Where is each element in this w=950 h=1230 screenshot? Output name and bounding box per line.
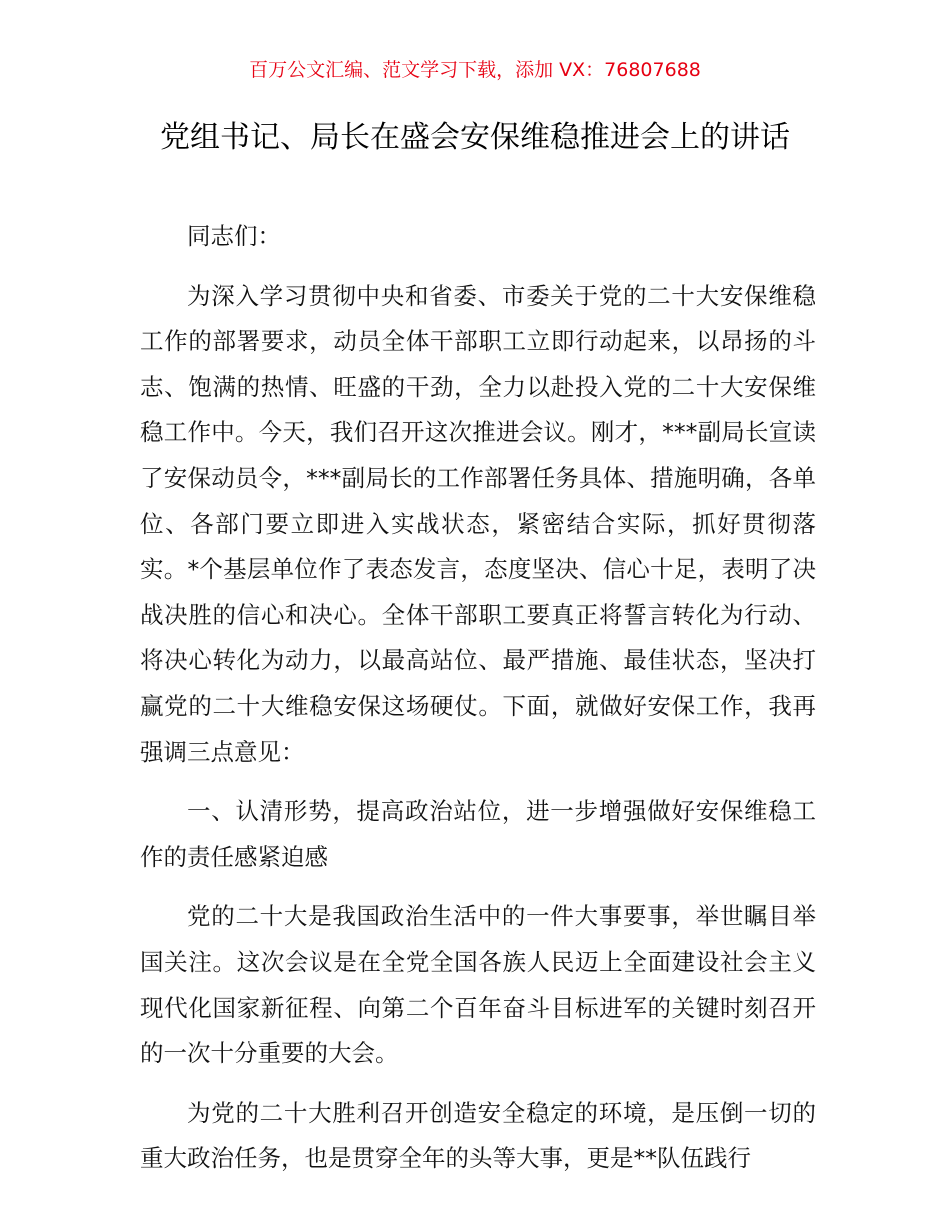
document-body <box>140 214 816 1186</box>
document-title: 党组书记、局长在盛会安保维稳推进会上的讲话 <box>160 120 790 155</box>
salutation: 同志们： <box>187 222 281 250</box>
section-heading-1: 一、认清形势，提高政治站位，进一步增强做好安保维稳工作的责任感紧迫感 <box>140 797 816 871</box>
paragraph-intro: 为深入学习贯彻中央和省委、市委关于党的二十大安保维稳工作的部署要求，动员全体干部职工立即行动起来，以昂扬的斗志、饱满的热情、旺盛的干劲，全力以赴投入党的二十大安保维稳工作中。今天，我们召开这次推进会议。刚才，***副局长宣读了安保动员令，***副局长的工作部署任务具体、措施明确，各单位、各部门要立即进入实战状态，紧密结合实际，抓好贯彻落实。*个基层单位作了表态发言，态度坚决、信心十足，表明了决战决胜的信心和决心。全体干部职工要真正将誓言转化为行动、将决心转化为动力，以最高站位、最严措施、最佳状态，坚决打赢党的二十大维稳安保这场硬仗。下面，就做好安保工作，我再强调三点意见： <box>140 281 816 766</box>
paragraph-task: 为党的二十大胜利召开创造安全稳定的环境，是压倒一切的重大政治任务，也是贯穿全年的头等大事，更是**队伍践行 <box>140 1098 816 1173</box>
paragraph-significance: 党的二十大是我国政治生活中的一件大事要事，举世瞩目举国关注。这次会议是在全党全国各族人民迈上全面建设社会主义现代化国家新征程、向第二个百年奋斗目标进军的关键时刻召开的一次十分重要的大会。 <box>140 902 816 1068</box>
header-banner: 百万公文汇编、范文学习下载，添加 VX：76807688 <box>249 59 701 81</box>
